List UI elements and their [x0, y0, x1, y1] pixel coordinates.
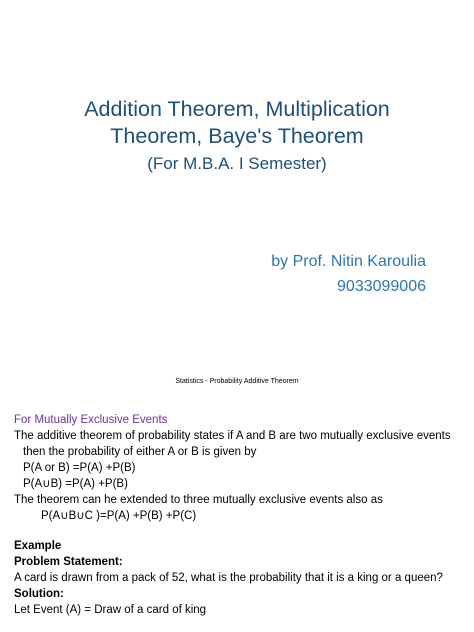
paragraph-line: The theorem can he extended to three mutually exclusive events also as — [14, 494, 383, 506]
formula-line: P(A or B) =P(A) +P(B) — [23, 462, 136, 474]
problem-label: Problem Statement: — [14, 556, 123, 568]
section-heading: For Mutually Exclusive Events — [14, 414, 168, 426]
solution-line: Let Event (A) = Draw of a card of king — [14, 604, 207, 616]
author-name: by Prof. Nitin Karoulia — [271, 253, 426, 270]
paragraph-line: The additive theorem of probability states if A and B are two mutually exclusive events — [14, 430, 451, 442]
formula-line: P(A∪B∪C )=P(A) +P(B) +P(C) — [41, 510, 197, 522]
formula-line: P(A∪B) =P(A) +P(B) — [23, 478, 128, 490]
slide-subtitle: (For M.B.A. I Semester) — [147, 154, 327, 173]
content-body — [14, 412, 464, 618]
author-phone: 9033099006 — [337, 278, 426, 295]
page-caption: Statistics - Probability Additive Theorem — [175, 378, 299, 385]
problem-text: A card is drawn from a pack of 52, what is the probability that it is a king or a queen? — [14, 572, 443, 584]
solution-label: Solution: — [14, 588, 64, 600]
author-block — [271, 249, 426, 299]
example-label: Example — [14, 540, 62, 552]
paragraph-line: then the probability of either A or B is given by — [23, 446, 257, 458]
slide-title-line-2: Theorem, Baye's Theorem — [110, 124, 364, 148]
slide-title-line-1: Addition Theorem, Multiplication — [84, 97, 390, 121]
